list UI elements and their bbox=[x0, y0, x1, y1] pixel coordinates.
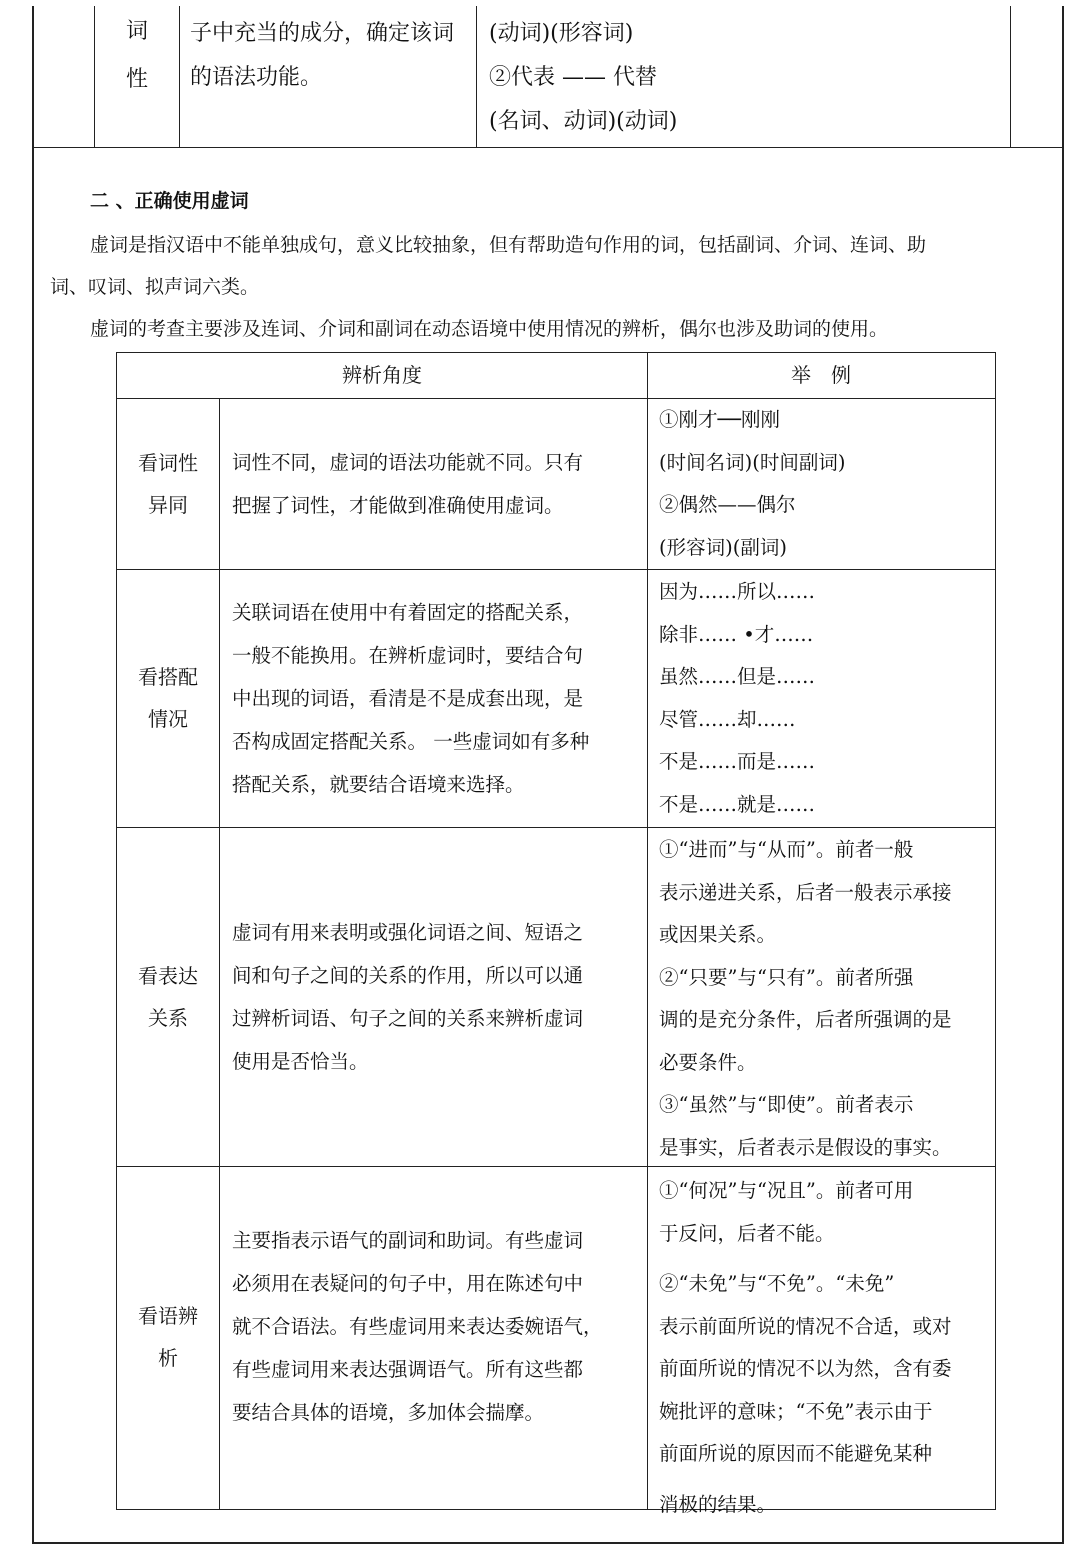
row-description: 主要指表示语气的副词和助词。有些虚词 必须用在表疑问的句子中，用在陈述句中 就不合语法。有些虚词用来表达委婉语气， 有些虚词用来表达强调语气。所有这些都 要结合具体的语境，多加体会揣摩。 bbox=[232, 1228, 603, 1424]
example-line: ②代表 —— 代替 bbox=[489, 65, 657, 90]
header-example: 举 例 bbox=[791, 363, 851, 387]
section-heading: 二 、正确使用虚词 bbox=[90, 190, 249, 212]
row-description: 关联词语在使用中有着固定的搭配关系， 一般不能换用。在辨析虚词时，要结合句 中出现的词语，看清是不是成套出现，是 否构成固定搭配关系。 一些虚词如有多种 搭配关系，就要结合语境来选择。 bbox=[232, 600, 590, 796]
row-examples: ①“何况”与“况且”。前者可用 于反问，后者不能。 ②“未免”与“不免”。“未免” 表示前面所说的情况不合适，或对 前面所说的情况不以为然，含有委 婉批评的意味；“不免”表示由于 前面所说的原因而不能避免某种 消极的结果。 bbox=[659, 1179, 952, 1516]
word-char-1: 词 bbox=[126, 19, 149, 44]
page-frame bbox=[32, 6, 1064, 1544]
example-text bbox=[489, 12, 677, 144]
row-examples: ①刚才──刚刚 (时间名词)(时间副词) ②偶然——偶尔 (形容词)(副词) bbox=[659, 408, 846, 559]
paragraph-1-line-2: 词、叹词、拟声词六类。 bbox=[50, 276, 260, 298]
row-label: 看词性 异同 bbox=[138, 450, 198, 517]
function-line: 的语法功能。 bbox=[190, 65, 323, 90]
function-word-table bbox=[116, 352, 996, 1516]
example-line: (动词)(形容词) bbox=[489, 21, 634, 46]
function-text bbox=[190, 12, 454, 100]
row-examples: ①“进而”与“从而”。前者一般 表示递进关系，后者一般表示承接 或因果关系。 ②“只要”与“只有”。前者所强 调的是充分条件，后者所强调的是 必要条件。 ③“虽然”与“即使”。前者表示 是事实，后者表示是假设的事实。 bbox=[659, 838, 952, 1159]
row-description: 虚词有用来表明或强化词语之间、短语之 间和句子之间的关系的作用，所以可以通 过辨析词语、句子之间的关系来辨析虚词 使用是否恰当。 bbox=[232, 920, 584, 1073]
row-label: 看搭配 情况 bbox=[138, 665, 198, 731]
paragraph-1-line-1: 虚词是指汉语中不能单独成句，意义比较抽象，但有帮助造句作用的词，包括副词、介词、连词、助 bbox=[90, 234, 927, 256]
top-table-fragment bbox=[34, 6, 1062, 147]
row-label: 看表达 关系 bbox=[138, 963, 198, 1030]
header-angle: 辨析角度 bbox=[342, 363, 422, 387]
row-description: 词性不同，虚词的语法功能就不同。只有 把握了词性，才能做到准确使用虚词。 bbox=[232, 450, 584, 517]
example-line: (名词、动词)(动词) bbox=[489, 109, 678, 134]
row-examples: 因为……所以…… 除非…… •才…… 虽然……但是…… 尽管……却…… 不是……而是…… 不是……就是…… bbox=[659, 580, 816, 816]
function-line: 子中充当的成分，确定该词 bbox=[190, 21, 455, 46]
word-char-2: 性 bbox=[126, 67, 149, 92]
row-label: 看语辨 析 bbox=[138, 1304, 198, 1370]
paragraph-2: 虚词的考查主要涉及连词、介词和副词在动态语境中使用情况的辨析，偶尔也涉及助词的使用。 bbox=[90, 318, 889, 340]
